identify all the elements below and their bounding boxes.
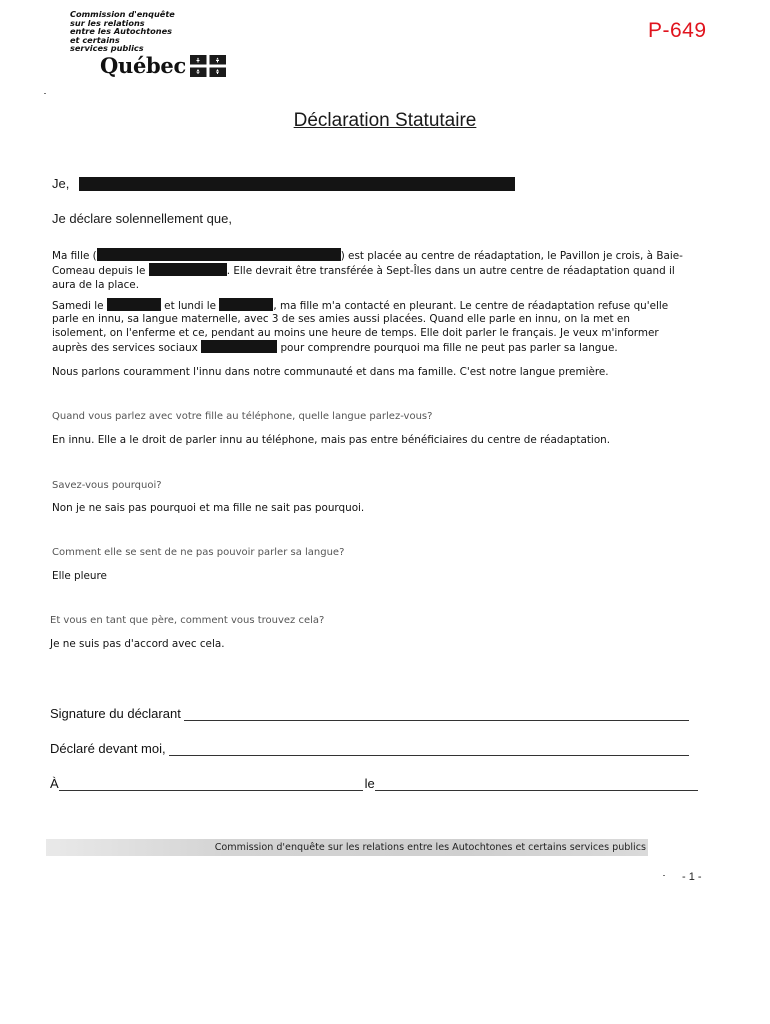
text-span: auprès des services sociaux [52,342,198,355]
text-span: . Elle devrait être transférée à Sept-Îles dans un autre centre de réadaptation quand il [226,265,675,278]
org-line: services publics [70,43,144,54]
org-line: Commission d'enquête [70,9,175,19]
solemn-declaration-line: Je déclare solennellement que, [52,211,232,226]
je-label: Je, [52,176,70,191]
text-line [52,298,722,313]
org-line: sur les relations [70,17,145,28]
org-line: entre les Autochtones [70,26,172,37]
paragraph-placement [52,248,722,292]
text-line: isolement, on l'enferme et ce, pendant au moins une heure de temps. Elle doit parler le français. Je veux m'informer [52,326,659,339]
declared-before-row [50,741,689,756]
question: Quand vous parlez avec votre fille au téléphone, quelle langue parlez-vous? [52,411,433,422]
text-span: , ma fille m'a contacté en pleurant. Le centre de réadaptation refuse qu'elle [273,300,669,312]
signature-field[interactable] [184,708,689,721]
question: Et vous en tant que père, comment vous trouvez cela? [50,615,325,626]
text-span: et lundi le [164,300,217,312]
text-line [52,263,722,278]
text-span: Samedi le [52,300,104,312]
text-span: ) est placée au centre de réadaptation, le Pavillon je crois, à Baie- [340,250,683,262]
date-field[interactable] [375,778,698,791]
signature-row [50,706,689,721]
quebec-text: Québec [100,53,186,78]
scan-speck [44,93,46,94]
text-span: Comeau depuis le [52,265,146,278]
answer: Je ne suis pas d'accord avec cela. [50,638,225,650]
answer: En innu. Elle a le droit de parler innu au téléphone, mais pas entre bénéficiaires du centre de réadaptation. [52,434,611,446]
document-title: Déclaration Statutaire [293,110,477,131]
redaction-block [107,298,161,311]
quebec-wordmark [100,53,226,78]
answer: Elle pleure [52,570,107,582]
scan-speck [663,875,665,876]
declared-before-field[interactable] [169,743,689,756]
redaction-block [79,177,515,191]
question: Savez-vous pourquoi? [52,480,162,491]
paragraph-language [52,366,722,379]
exhibit-number: P-649 [648,19,707,42]
text-line [52,340,722,355]
declared-before-label: Déclaré devant moi, [50,741,166,756]
date-label: le [364,776,375,791]
redaction-block [97,248,341,261]
org-line: et certains [70,34,120,45]
place-field[interactable] [59,778,363,791]
question: Comment elle se sent de ne pas pouvoir parler sa langue? [52,547,345,558]
redaction-block [201,340,277,353]
text-span: Ma fille ( [52,250,97,262]
commission-logo [70,9,250,78]
footer-text: Commission d'enquête sur les relations entre les Autochtones et certains services publics [214,842,646,853]
commission-name [70,9,175,54]
text-line: parle en innu, sa langue maternelle, avec 3 de ses amies aussi placées. Quand elle parle en innu, on la met en [52,313,630,326]
page-number: - 1 - [682,871,702,883]
paragraph-incident [52,298,722,356]
quebec-flag-icon [190,55,226,77]
place-label: À [50,776,59,791]
declarant-line [52,176,515,191]
text-line [52,248,722,263]
signature-label: Signature du déclarant [50,706,181,721]
text-line: Nous parlons couramment l'innu dans notre communauté et dans ma famille. C'est notre langue première. [52,366,609,378]
answer: Non je ne sais pas pourquoi et ma fille ne sait pas pourquoi. [52,502,365,514]
footer-banner [46,839,648,856]
redaction-block [219,298,273,311]
text-line: aura de la place. [52,278,140,291]
text-span: pour comprendre pourquoi ma fille ne peut pas parler sa langue. [280,342,618,355]
place-date-row [50,776,698,791]
redaction-block [149,263,227,276]
